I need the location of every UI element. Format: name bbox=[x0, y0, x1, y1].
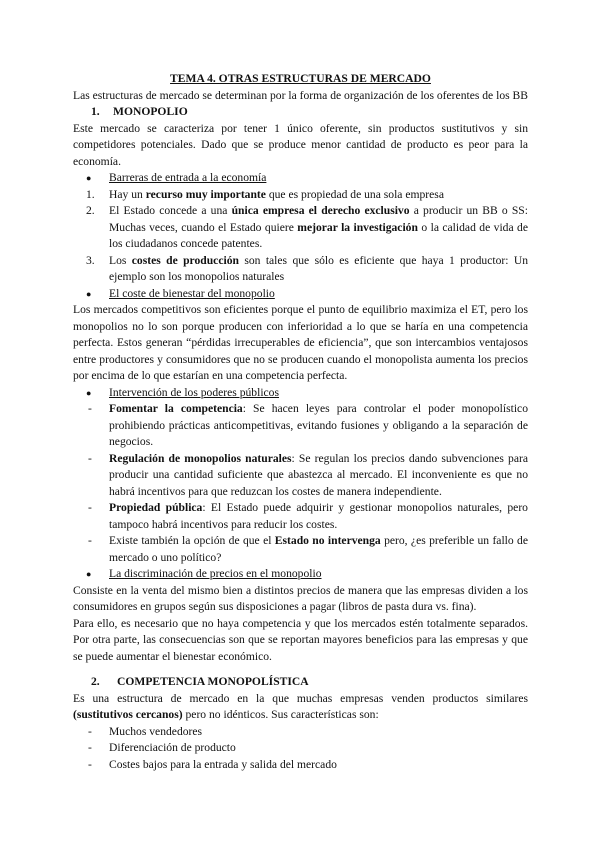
numbered-item-3: 3. Los costes de producción son tales que sólo es eficiente que haya 1 productor: Un ejemplo son los monopolios naturales bbox=[86, 253, 529, 283]
list-item: - Muchos vendedores bbox=[88, 724, 203, 738]
bullet-barreras: ● Barreras de entrada a la economía bbox=[73, 170, 528, 187]
list-item: - Costes bajos para la entrada y salida del mercado bbox=[88, 757, 337, 771]
intro-paragraph: Las estructuras de mercado se determinan por la forma de organización de los oferentes de los BB bbox=[73, 88, 528, 102]
paragraph-discriminacion-1: Consiste en la venta del mismo bien a distintos precios de manera que las empresas dividen a los consumidores en grupos según sus disposiciones a pagar (libros de pasta dura vs. fina). bbox=[73, 583, 528, 613]
paragraph-discriminacion-2: Para ello, es necesario que no haya competencia y que los mercados estén totalmente separados. Por otra parte, las consecuencias son que se reportan mayores beneficios para las empresas y que se puede aumentar el bienestar económico. bbox=[73, 616, 528, 663]
dash-item-fomentar: - Fomentar la competencia: Se hacen leyes para controlar el poder monopolístico prohibiendo prácticas anticompetitivas, evitando fusiones y obligando a la separación de negocios. bbox=[88, 402, 528, 448]
dash-item-no-intervenga: - Existe también la opción de que el Estado no intervenga pero, ¿es preferible un fallo de mercado o uno político? bbox=[88, 534, 528, 564]
section-2-description: Es una estructura de mercado en la que muchas empresas venden productos similares (sustitutivos cercanos) pero no idénticos. Sus características son: bbox=[73, 691, 528, 721]
section-2-heading: 2. COMPETENCIA MONOPOLÍSTICA bbox=[91, 675, 309, 688]
section-1-heading: 1. MONOPOLIO bbox=[91, 105, 188, 118]
bullet-icon: ● bbox=[86, 569, 92, 579]
bullet-intervencion: ● Intervención de los poderes públicos bbox=[73, 385, 528, 402]
bullet-icon: ● bbox=[86, 387, 92, 398]
dash-item-propiedad: - Propiedad pública: El Estado puede adquirir y gestionar monopolios naturales, pero tampoco habrá incentivos para reducir los costes. bbox=[88, 501, 528, 531]
dash-item-regulacion: - Regulación de monopolios naturales: Se regulan los precios dando subvenciones para producir una cantidad suficiente que abastezca al mercado. El inconveniente es que no habrá incentivos para que reduzcan los costes de manera independiente. bbox=[88, 451, 528, 498]
section-1-description: Este mercado se caracteriza por tener 1 único oferente, sin productos sustitutivos y sin competidores potenciales. Dado que se produce menor cantidad de producto es peor para la economía. bbox=[73, 121, 528, 168]
bullet-icon: ● bbox=[86, 288, 92, 299]
numbered-item-1: 1. Hay un recurso muy importante que es propiedad de una sola empresa bbox=[86, 187, 444, 201]
bullet-icon: ● bbox=[86, 173, 92, 183]
numbered-item-2: 2. El Estado concede a una única empresa el derecho exclusivo a producir un BB o SS: Muchas veces, cuando el Estado quiere mejorar la investigación o la calidad de vida de los ciudadanos concede patentes. bbox=[86, 204, 528, 250]
bullet-discriminacion: ● La discriminación de precios en el monopolio bbox=[73, 566, 528, 583]
document-page bbox=[73, 71, 528, 773]
document-title: TEMA 4. OTRAS ESTRUCTURAS DE MERCADO bbox=[170, 72, 431, 85]
paragraph-coste-bienestar: Los mercados competitivos son eficientes porque el punto de equilibrio maximiza el ET, pero los monopolios no lo son porque producen con inferioridad a lo que se haría en una competencia perfecta. Estos generan “pérdidas irrecuperables de eficiencia”, que son intercambios ventajosos entre productores y consumidores que no se producen cuando el monopolista aumenta los precios por encima de lo que estarían en una competencia perfecta. bbox=[73, 303, 528, 382]
bullet-coste-bienestar: ● El coste de bienestar del monopolio bbox=[73, 286, 528, 303]
list-item: - Diferenciación de producto bbox=[88, 741, 236, 754]
